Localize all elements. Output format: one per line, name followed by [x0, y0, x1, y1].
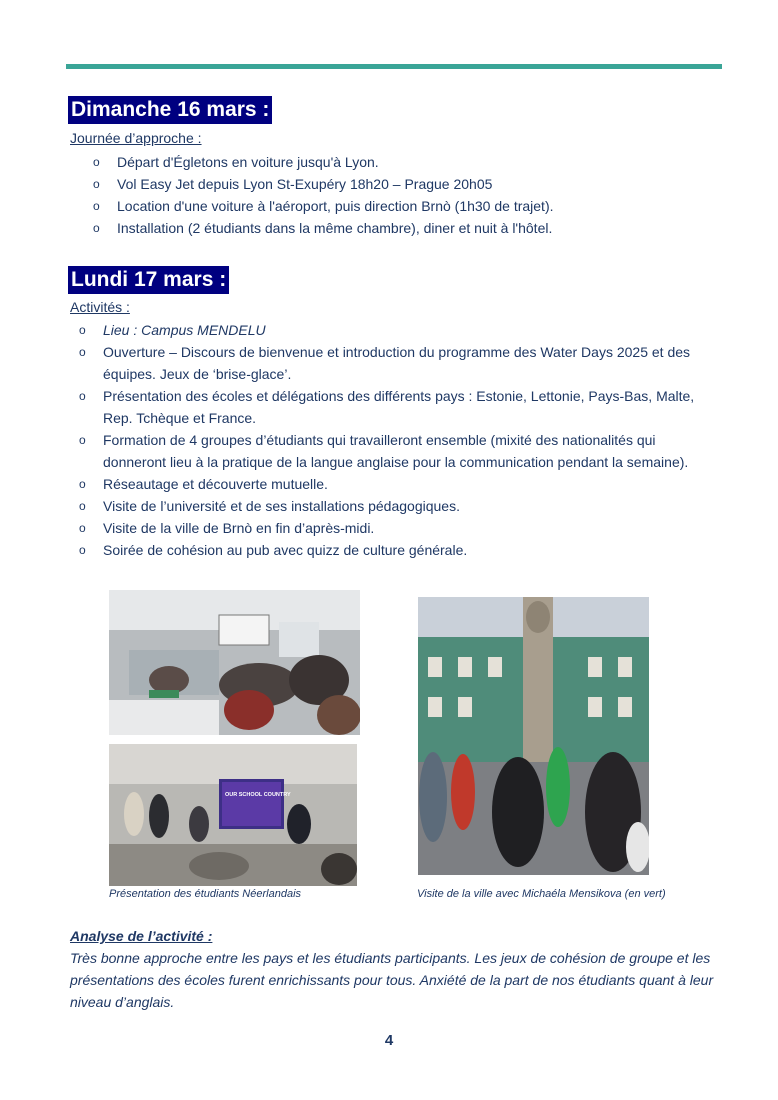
day1-heading: Dimanche 16 mars : — [68, 96, 272, 124]
list-item: o Présentation des écoles et délégations des différents pays : Estonie, Lettonie, Pays-Bas, Malte, Rep. Tchèque et France. — [103, 385, 703, 429]
list-item: o Lieu : Campus MENDELU — [103, 319, 703, 341]
list-item: o Départ d'Égletons en voiture jusqu'à Lyon. — [117, 151, 677, 173]
day1-list — [93, 151, 677, 239]
classroom-photo — [109, 590, 360, 735]
list-item: o Formation de 4 groupes d’étudiants qui travailleront ensemble (mixité des nationalités qui donneront lieu à la pratique de la langue anglaise pour la communication pendant la semaine). — [103, 429, 703, 473]
day2-list — [79, 319, 703, 561]
list-item: o Visite de l’université et de ses installations pédagogiques. — [103, 495, 703, 517]
analysis-text: Très bonne approche entre les pays et les étudiants participants. Les jeux de cohésion de groupe et les présentations des écoles furent enrichissants pour tous. Anxiété de la part de nos étudiants quant à leur niveau d’anglais. — [70, 950, 714, 1010]
bullet-icon: o — [93, 221, 100, 235]
day1-label: Journée d’approche : — [70, 130, 202, 146]
page-number: 4 — [384, 1032, 394, 1049]
list-item: o Installation (2 étudiants dans la même chambre), diner et nuit à l'hôtel. — [117, 217, 677, 239]
bullet-icon: o — [79, 521, 86, 535]
top-rule — [66, 64, 722, 69]
list-item: o Vol Easy Jet depuis Lyon St-Exupéry 18h20 – Prague 20h05 — [117, 173, 677, 195]
list-item: o Ouverture – Discours de bienvenue et introduction du programme des Water Days 2025 et des équipes. Jeux de ‘brise-glace’. — [103, 341, 703, 385]
list-item: o Réseautage et découverte mutuelle. — [103, 473, 703, 495]
list-item: o Soirée de cohésion au pub avec quizz de culture générale. — [103, 539, 703, 561]
bullet-icon: o — [79, 499, 86, 513]
list-item: o Location d'une voiture à l'aéroport, puis direction Brnò (1h30 de trajet). — [117, 195, 677, 217]
bullet-icon: o — [93, 155, 100, 169]
bullet-icon: o — [79, 477, 86, 491]
bullet-icon: o — [79, 389, 86, 403]
list-item: o Visite de la ville de Brnò en fin d’après-midi. — [103, 517, 703, 539]
bullet-icon: o — [79, 433, 86, 447]
day2-label: Activités : — [70, 299, 130, 315]
slide-title: OUR SCHOOL COUNTRY — [225, 792, 291, 798]
bullet-icon: o — [93, 177, 100, 191]
day2-heading: Lundi 17 mars : — [68, 266, 229, 294]
city-visit-photo — [418, 597, 649, 875]
caption-left: Présentation des étudiants Néerlandais — [109, 888, 302, 900]
bullet-icon: o — [79, 323, 86, 337]
bullet-icon: o — [79, 543, 86, 557]
bullet-icon: o — [93, 199, 100, 213]
presentation-photo — [109, 744, 357, 886]
bullet-icon: o — [79, 345, 86, 359]
analysis-title: Analyse de l’activité : — [70, 928, 213, 944]
caption-right: Visite de la ville avec Michaéla Mensikova (en vert) — [417, 888, 666, 900]
